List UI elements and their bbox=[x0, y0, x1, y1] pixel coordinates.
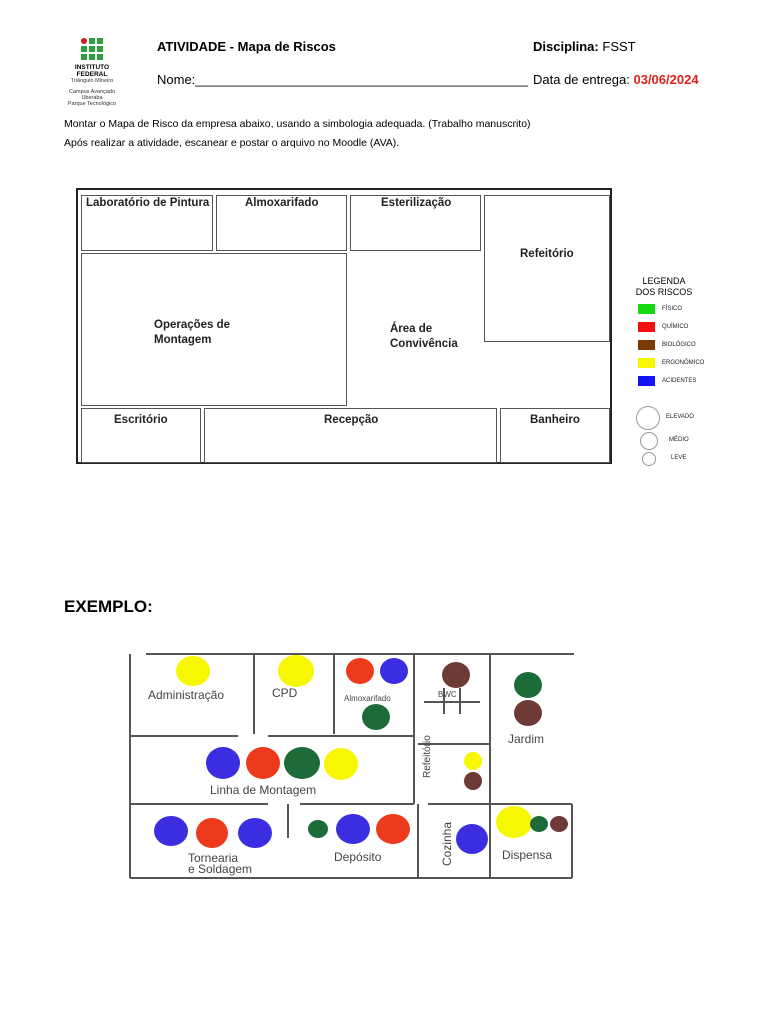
logo-mark-icon bbox=[81, 38, 103, 60]
risk-circle bbox=[496, 806, 532, 838]
label-ester: Esterilização bbox=[381, 197, 452, 209]
legend-label-biologico: BIOLÓGICO bbox=[662, 342, 696, 348]
legend-size-elevado: ELEVADO bbox=[666, 414, 694, 420]
risk-circle bbox=[464, 752, 482, 770]
legend-swatch-ergonomico bbox=[638, 358, 655, 368]
ex-label-cozinha: Cozinha bbox=[440, 821, 454, 866]
risk-legend bbox=[626, 270, 712, 470]
label-area-1: Área de bbox=[390, 323, 433, 335]
risk-circle bbox=[530, 816, 548, 832]
risk-circle bbox=[246, 747, 280, 779]
risk-circle bbox=[362, 704, 390, 730]
floor-plan bbox=[76, 188, 612, 464]
ex-label-deposito: Depósito bbox=[334, 850, 382, 864]
instruction-1: Montar o Mapa de Risco da empresa abaixo, usando a simbologia adequada. (Trabalho manuscrito) bbox=[64, 118, 531, 130]
label-escritorio: Escritório bbox=[114, 414, 168, 426]
ex-label-jardim: Jardim bbox=[508, 732, 545, 746]
legend-swatch-quimico bbox=[638, 322, 655, 332]
risk-circle bbox=[154, 816, 188, 846]
label-operacoes-2: Montagem bbox=[154, 334, 212, 346]
institution-logo bbox=[64, 36, 120, 108]
discipline: Disciplina: FSST bbox=[533, 39, 636, 54]
risk-circle bbox=[238, 818, 272, 848]
risk-circle bbox=[376, 814, 410, 844]
example-heading: EXEMPLO: bbox=[64, 597, 153, 616]
risk-circle bbox=[206, 747, 240, 779]
legend-label-quimico: QUÍMICO bbox=[662, 324, 689, 330]
risk-circle bbox=[456, 824, 488, 854]
page-title: ATIVIDADE - Mapa de Riscos bbox=[157, 39, 336, 54]
logo-text: INSTITUTO FEDERAL bbox=[74, 64, 110, 78]
ex-label-torn-2: e Soldagem bbox=[188, 862, 253, 876]
legend-swatch-acidentes bbox=[638, 376, 655, 386]
legend-label-acidentes: ACIDENTES bbox=[662, 378, 697, 384]
ex-label-torn-1: Tornearia bbox=[188, 851, 239, 865]
label-almox: Almoxarifado bbox=[245, 197, 319, 209]
example-risk-map bbox=[128, 652, 576, 880]
legend-label-fisico: FÍSICO bbox=[662, 306, 683, 312]
risk-circle bbox=[324, 748, 358, 780]
risk-circle bbox=[278, 655, 314, 687]
risk-circle bbox=[196, 818, 228, 848]
legend-size-medio: MÉDIO bbox=[669, 437, 689, 443]
risk-circle bbox=[442, 662, 470, 688]
label-banheiro: Banheiro bbox=[530, 414, 580, 426]
risk-circle bbox=[380, 658, 408, 684]
circle-medio-icon bbox=[640, 432, 658, 450]
logo-subtext: Triângulo Mineiro bbox=[70, 78, 114, 84]
legend-swatch-biologico bbox=[638, 340, 655, 350]
ex-label-bwc: BWC bbox=[438, 690, 457, 699]
label-lab: Laboratório de Pintura bbox=[86, 197, 210, 209]
ex-label-almox: Almoxarifado bbox=[344, 694, 391, 703]
circle-leve-icon bbox=[642, 452, 656, 466]
risk-circle bbox=[308, 820, 328, 838]
legend-swatch-fisico bbox=[638, 304, 655, 314]
label-recepcao: Recepção bbox=[324, 414, 379, 426]
ex-label-refeitorio: Refeitório bbox=[422, 735, 433, 778]
name-field: Nome:______________________________________________ bbox=[157, 72, 528, 87]
risk-circle bbox=[514, 700, 542, 726]
label-refeitorio: Refeitório bbox=[520, 248, 574, 260]
circle-elevado-icon bbox=[636, 406, 660, 430]
logo-campus: Campus Avançado Uberaba Parque Tecnológico bbox=[67, 89, 117, 107]
due-date: Data de entrega: 03/06/2024 bbox=[533, 72, 699, 87]
risk-circle bbox=[284, 747, 320, 779]
risk-circle bbox=[176, 656, 210, 686]
risk-circle bbox=[550, 816, 568, 832]
legend-size-leve: LEVE bbox=[671, 455, 687, 461]
label-area-2: Convivência bbox=[390, 338, 458, 350]
risk-circle bbox=[336, 814, 370, 844]
label-operacoes-1: Operações de bbox=[154, 319, 231, 331]
risk-circle bbox=[514, 672, 542, 698]
risk-circle bbox=[346, 658, 374, 684]
risk-circle bbox=[464, 772, 482, 790]
legend-label-ergonomico: ERGONÔMICO bbox=[662, 360, 705, 366]
ex-label-dispensa: Dispensa bbox=[502, 848, 553, 862]
ex-label-admin: Administração bbox=[148, 688, 225, 702]
legend-title: LEGENDA DOS RISCOS bbox=[635, 276, 693, 297]
room-refeitorio bbox=[484, 195, 610, 342]
instruction-2: Após realizar a atividade, escanear e postar o arquivo no Moodle (AVA). bbox=[64, 137, 400, 149]
ex-label-cpd: CPD bbox=[272, 686, 298, 700]
ex-label-linha: Linha de Montagem bbox=[210, 783, 317, 797]
